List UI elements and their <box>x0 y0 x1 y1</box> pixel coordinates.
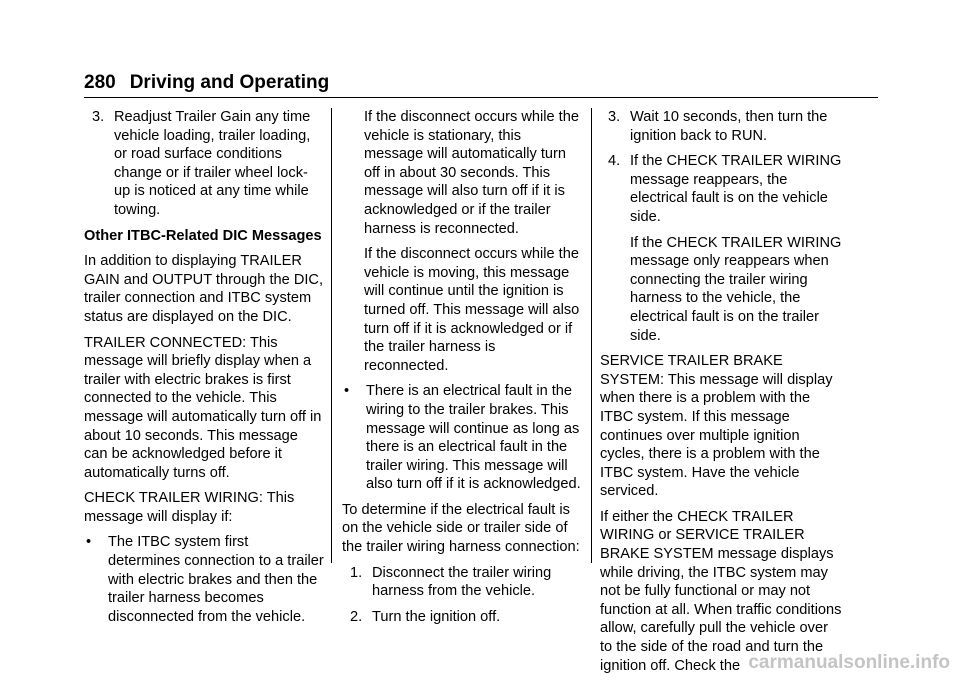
subheading: Other ITBC-Related DIC Messages <box>84 227 322 244</box>
step-number: 1. <box>350 564 363 581</box>
paragraph: To determine if the electrical fault is on the vehicle side or trailer side of the trailer wiring harness connection: <box>342 501 580 556</box>
bullet-item <box>84 533 324 626</box>
step-2 <box>342 608 582 627</box>
step-4 <box>600 152 842 226</box>
step-3-readjust <box>84 108 324 220</box>
indented-paragraph: If the disconnect occurs while the vehicle is stationary, this message will automatically turn off in about 30 seconds. This message will also turn off if it is acknowledged or if the trailer harness is reconnected. <box>364 109 579 237</box>
indented-paragraph: If the disconnect occurs while the vehicle is moving, this message will continue until the ignition is turned off. This message will also turn off if it is acknowledged or if the trailer harness is reconnected. <box>364 246 580 374</box>
step-text: Turn the ignition off. <box>372 608 501 625</box>
bullet-text: The ITBC system first determines connection to a trailer with electric brakes and then the trailer harness becomes disconnected from the vehicle. <box>108 534 324 625</box>
section-title: Driving and Operating <box>129 72 330 93</box>
paragraph: CHECK TRAILER WIRING: This message will display if: <box>84 490 295 525</box>
step-text: Readjust Trailer Gain any time vehicle loading, trailer loading, or road surface conditions change or if trailer wheel lock-up is noticed at any time while towing. <box>114 109 311 218</box>
step-number: 2. <box>350 608 363 625</box>
paragraph: In addition to displaying TRAILER GAIN and OUTPUT through the DIC, trailer connection and ITBC system status are displayed on the DIC. <box>84 253 324 325</box>
watermark: carmanualsonline.info <box>748 652 950 673</box>
step-number: 3. <box>92 109 105 125</box>
paragraph: TRAILER CONNECTED: This message will briefly display when a trailer with electric brakes is first connected to the vehicle. This message will automatically turn off in about 10 seconds. This message can be acknowledged before it automatically turns off. <box>84 334 322 481</box>
column-divider <box>591 108 592 563</box>
column-2 <box>342 108 582 633</box>
paragraph: SERVICE TRAILER BRAKE SYSTEM: This message will display when there is a problem with the ITBC system. If this message continues over multiple ignition cycles, there is a problem with the ITBC system. Have the vehicle serviced. <box>600 353 833 500</box>
header-rule <box>84 97 878 98</box>
step-4-subparagraph: If the CHECK TRAILER WIRING message only reappears when connecting the trailer wiring harness to the vehicle, the electrical fault is on the trailer side. <box>630 234 842 344</box>
step-1 <box>342 564 582 601</box>
page-number: 280 <box>84 72 116 93</box>
bullet-item <box>342 382 582 494</box>
bullet-icon: • <box>86 534 92 551</box>
step-number: 4. <box>608 153 621 170</box>
step-text: If the CHECK TRAILER WIRING message reappears, the electrical fault is on the vehicle side. <box>630 153 842 225</box>
column-1 <box>84 108 324 633</box>
bullet-text: There is an electrical fault in the wiring to the trailer brakes. This message will continue as long as there is an electrical fault in the trailer wiring. This message will also turn off if it is acknowledged. <box>366 383 581 493</box>
step-3-wait <box>600 108 842 145</box>
step-number: 3. <box>608 109 621 125</box>
column-divider <box>331 108 332 563</box>
step-text: Disconnect the trailer wiring harness from the vehicle. <box>372 564 552 600</box>
page-header <box>84 72 329 94</box>
step-text: Wait 10 seconds, then turn the ignition back to RUN. <box>630 109 828 144</box>
paragraph: If either the CHECK TRAILER WIRING or SERVICE TRAILER BRAKE SYSTEM message displays while driving, the ITBC system may not be fully functional or may not function at all. When traffic conditions allow, carefully pull the vehicle over to the side of the road and turn the ignition off. Check the <box>600 508 842 674</box>
bullet-icon: • <box>344 383 350 400</box>
column-3 <box>600 108 842 682</box>
